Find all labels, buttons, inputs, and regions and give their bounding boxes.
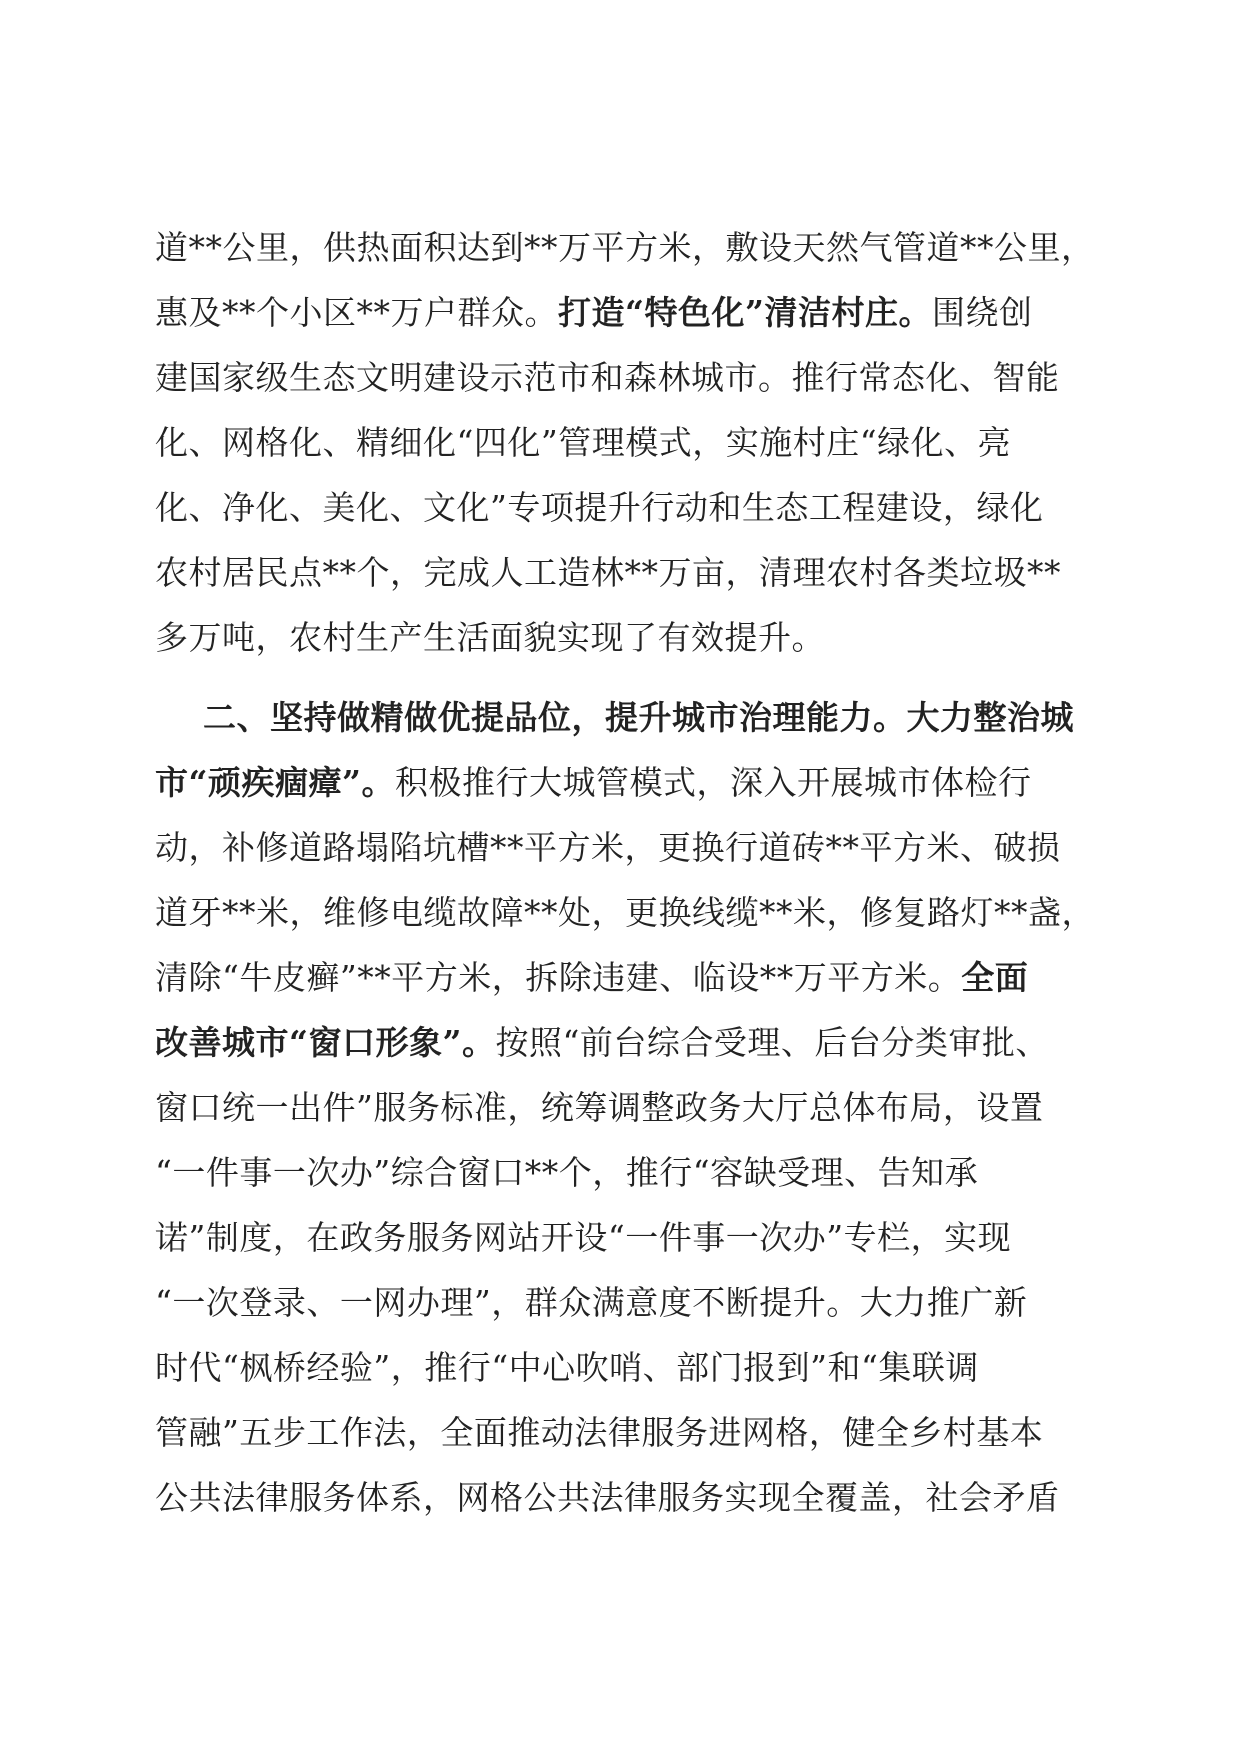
body-text: 按照“前台综合受理、后台分类审批、	[495, 1023, 1049, 1062]
text-line	[155, 1075, 1090, 1140]
text-line	[155, 815, 1090, 880]
text-line	[155, 1010, 1090, 1075]
text-line	[155, 1400, 1090, 1465]
text-line	[155, 1335, 1090, 1400]
text-line	[155, 945, 1090, 1010]
body-text: 道**公里，供热面积达到**万平方米，敷设天然气管道**公里，	[155, 228, 1095, 267]
body-text: 化、网格化、精细化“四化”管理模式，实施村庄“绿化、亮	[155, 423, 1012, 462]
paragraph-1	[155, 215, 1095, 670]
text-line	[155, 345, 1090, 410]
body-text: 清除“牛皮癣”**平方米，拆除违建、临设**万平方米。	[155, 958, 962, 997]
body-text: 时代“枫桥经验”，推行“中心吹哨、部门报到”和“集联调	[155, 1348, 979, 1387]
body-text: 建国家级生态文明建设示范市和森林城市。推行常态化、智能	[155, 358, 1060, 397]
text-line	[155, 215, 1095, 280]
text-line	[155, 685, 1090, 750]
body-text: 管融”五步工作法，全面推动法律服务进网格，健全乡村基本	[155, 1413, 1044, 1452]
body-text: 动，补修道路塌陷坑槽**平方米，更换行道砖**平方米、破损	[155, 828, 1061, 867]
body-text: 农村居民点**个，完成人工造林**万亩，清理农村各类垃圾**	[155, 553, 1061, 592]
bold-heading-text: 二、坚持做精做优提品位，提升城市治理能力。大力整治城	[203, 698, 1074, 737]
text-line	[155, 410, 1090, 475]
bold-heading-text: 打造“特色化”清洁村庄。	[558, 293, 932, 332]
text-line	[155, 280, 1090, 345]
text-line	[155, 880, 1095, 945]
text-line	[155, 605, 1090, 670]
text-line	[155, 1270, 1090, 1335]
body-text: 窗口统一出件”服务标准，统筹调整政务大厅总体布局，设置	[155, 1088, 1044, 1127]
body-text: 诺”制度，在政务服务网站开设“一件事一次办”专栏，实现	[155, 1218, 1012, 1257]
body-text: 多万吨，农村生产生活面貌实现了有效提升。	[155, 618, 825, 657]
bold-heading-text: 市“顽疾痼瘴”。	[155, 763, 395, 802]
body-text: 道牙**米，维修电缆故障**处，更换线缆**米，修复路灯**盏，	[155, 893, 1095, 932]
body-text: “一件事一次办”综合窗口**个，推行“容缺受理、告知承	[155, 1153, 979, 1192]
text-line	[155, 1140, 1090, 1205]
bold-heading-text: 改善城市“窗口形象”。	[155, 1023, 496, 1062]
text-line	[155, 1465, 1090, 1530]
body-text: 惠及**个小区**万户群众。	[155, 293, 558, 332]
text-line	[155, 750, 1090, 815]
text-line	[155, 475, 1090, 540]
text-line	[155, 540, 1090, 605]
body-text: 围绕创	[931, 293, 1033, 332]
paragraph-2	[155, 685, 1095, 1530]
body-text: “一次登录、一网办理”，群众满意度不断提升。大力推广新	[155, 1283, 1028, 1322]
text-line	[155, 1205, 1090, 1270]
bold-heading-text: 全面	[961, 958, 1029, 997]
body-text: 化、净化、美化、文化”专项提升行动和生态工程建设，绿化	[155, 488, 1044, 527]
body-text: 积极推行大城管模式，深入开展城市体检行	[394, 763, 1032, 802]
body-text: 公共法律服务体系，网格公共法律服务实现全覆盖，社会矛盾	[155, 1478, 1060, 1517]
